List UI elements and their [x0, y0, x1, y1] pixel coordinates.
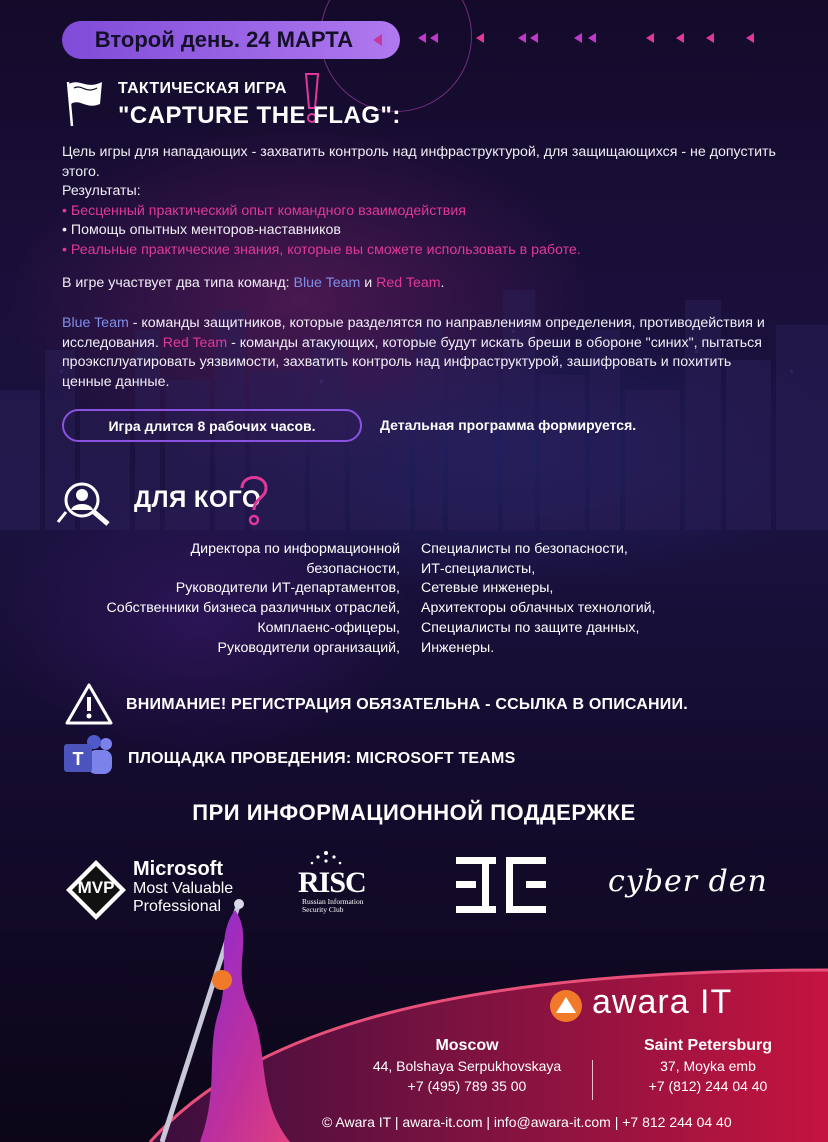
support-title: ПРИ ИНФОРМАЦИОННОЙ ПОДДЕРЖКЕ — [192, 800, 636, 825]
triangle-icon — [373, 34, 382, 46]
red-team-label: Red Team — [376, 275, 441, 291]
office-divider — [592, 1060, 593, 1100]
audience-item: Инженеры. — [421, 639, 495, 656]
program-note: Детальная программа формируется. — [380, 417, 637, 433]
registration-warning: ВНИМАНИЕ! РЕГИСТРАЦИЯ ОБЯЗАТЕЛЬНА - ССЫЛКА В ОПИСАНИИ. — [126, 696, 688, 713]
audience-item: Архитекторы облачных технологий, — [421, 600, 656, 617]
result-item: • Помощь опытных менторов-наставников — [62, 222, 341, 239]
audience-title: ДЛЯ КОГО — [134, 486, 262, 513]
red-team-label: Red Team — [162, 334, 228, 351]
audience-list-left — [107, 540, 400, 658]
waving-flag-image — [160, 898, 310, 1142]
office-phone: +7 (812) 244 04 40 — [648, 1078, 768, 1094]
audience-item: безопасности, — [306, 560, 400, 577]
audience-item: Комплаенс-офицеры, — [257, 619, 400, 636]
results-label: Результаты: — [62, 183, 141, 200]
date-pill-text: Второй день. 24 МАРТА — [94, 27, 354, 52]
ms-line2: Most Valuable — [133, 880, 234, 897]
ms-line1: Microsoft — [133, 858, 223, 880]
office-address: 44, Bolshaya Serpukhovskaya — [372, 1058, 562, 1074]
game-title: "CAPTURE THE FLAG": — [118, 102, 401, 129]
red-team-desc: - команды атакующих, которые будут искать бреши в обороне "синих", пытаться проэксплуатировать уязвимости, захватить контроль над инфраструктурой, зашифровать и похитить ценные данные. — [62, 334, 762, 390]
awara-brand-text: awara IT — [592, 983, 733, 1021]
city-skyline-background — [0, 270, 828, 530]
office-phone: +7 (495) 789 35 00 — [407, 1078, 527, 1094]
office-saint-petersburg — [630, 1036, 786, 1096]
blue-team-desc: - команды защитников, которые разделятся по направлениям определения, противодействия и исследования. — [62, 315, 765, 351]
risc-sub2: Security Club — [302, 905, 344, 914]
audience-item: Специалисты по защите данных, — [421, 619, 640, 636]
venue-text: ПЛОЩАДКА ПРОВЕДЕНИЯ: MICROSOFT TEAMS — [128, 750, 516, 767]
date-pill — [62, 21, 400, 59]
mvp-logo — [64, 858, 128, 922]
audience-search-icon — [56, 478, 122, 528]
audience-item: Директора по информационной — [190, 541, 400, 557]
audience-item: Специалисты по безопасности, — [421, 541, 628, 557]
audience-list-right — [421, 540, 655, 658]
svg-text:T: T — [72, 749, 84, 769]
duration-text: Игра длится 8 рабочих часов. — [108, 417, 316, 434]
audience-item: Сетевые инженеры, — [421, 580, 554, 597]
audience-item: Руководители организаций, — [217, 639, 400, 656]
question-deco-icon — [236, 472, 272, 528]
audience-item: Руководители ИТ-департаментов, — [175, 580, 400, 597]
flag-icon — [64, 76, 108, 128]
mvp-badge-text: MVP — [77, 878, 115, 897]
teams-intro-text: В игре участвует два типа команд: — [62, 275, 294, 291]
audience-item: Собственники бизнеса различных отраслей, — [106, 600, 400, 617]
teams-description — [62, 314, 784, 392]
blue-team-label: Blue Team — [293, 275, 361, 291]
duration-box — [62, 409, 362, 442]
result-item: • Реальные практические знания, которые вы сможете использовать в работе. — [62, 241, 581, 258]
risc-subtitle — [302, 898, 363, 914]
teams-intro-end: . — [440, 275, 445, 291]
risc-sub1: Russian Information — [302, 897, 364, 906]
office-city: Saint Petersburg — [643, 1037, 773, 1054]
teams-intro — [62, 274, 784, 294]
office-address: 37, Moyka emb — [660, 1058, 756, 1074]
risc-logo-text: RISC — [298, 866, 366, 899]
blue-team-label: Blue Team — [62, 315, 129, 331]
teams-intro-and: и — [360, 275, 377, 291]
result-item: • Бесценный практический опыт командного взаимодействия — [62, 202, 466, 219]
office-moscow — [356, 1036, 578, 1096]
audience-item: ИТ-специалисты, — [421, 560, 536, 577]
game-description — [62, 143, 784, 261]
cyberden-logo-text: cyber den — [608, 864, 768, 899]
ms-line3: Professional — [133, 898, 222, 915]
game-label: ТАКТИЧЕСКАЯ ИГРА — [118, 80, 287, 97]
awara-logo-icon — [546, 989, 586, 1023]
ic-logo-icon — [456, 857, 546, 913]
footer-contacts: © Awara IT | awara-it.com | info@awara-it.com | +7 812 244 04 40 — [322, 1114, 732, 1130]
decorative-arrows-icon — [418, 31, 758, 45]
game-goal: Цель игры для нападающих - захватить контроль над инфраструктурой, для защищающихся - не допустить этого. — [62, 144, 776, 180]
warning-icon — [64, 682, 114, 726]
office-city: Moscow — [435, 1037, 499, 1054]
microsoft-teams-icon — [62, 734, 116, 780]
